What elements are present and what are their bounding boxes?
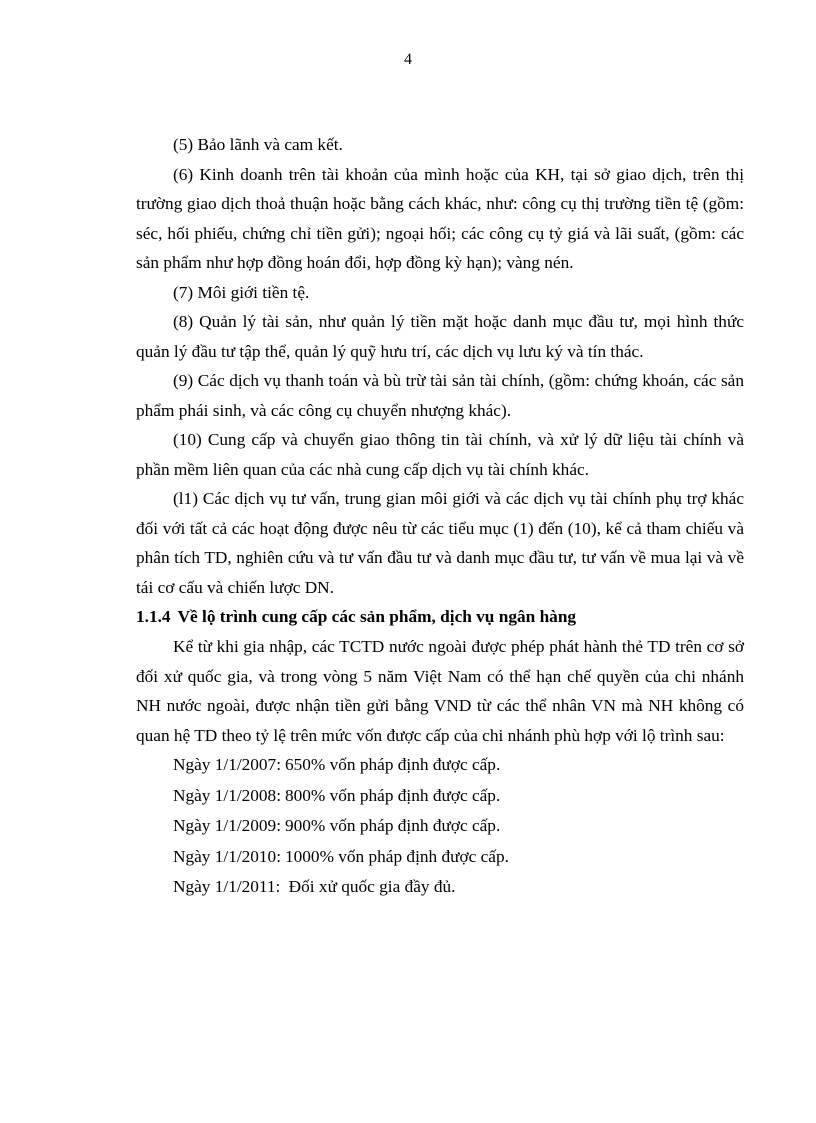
section-heading: [136, 602, 744, 632]
roadmap-text: 800% vốn pháp định được cấp.: [285, 785, 501, 805]
paragraph-item-11: (l1) Các dịch vụ tư vấn, trung gian môi giới và các dịch vụ tài chính phụ trợ khác đối với tất cả các hoạt động được nêu từ các tiểu mục (1) đến (10), kể cả tham chiếu và phân tích TD, nghiên cứu và tư vấn đầu tư và danh mục đầu tư, tư vấn về mua lại và về tái cơ cấu và chiến lược DN.: [136, 489, 744, 597]
roadmap-text: 650% vốn pháp định được cấp.: [285, 755, 501, 774]
paragraph-item-8: (8) Quản lý tài sản, như quản lý tiền mặt hoặc danh mục đầu tư, mọi hình thức quản lý đầu tư tập thể, quản lý quỹ hưu trí, các dịch vụ lưu ký và tín thác.: [136, 312, 744, 361]
document-body: [136, 130, 744, 903]
roadmap-text: 1000% vốn pháp định được cấp.: [285, 846, 509, 866]
roadmap-item: [136, 842, 744, 873]
roadmap-item: [136, 750, 744, 781]
roadmap-list: [136, 750, 744, 903]
roadmap-text: Đối xử quốc gia đầy đủ.: [284, 877, 456, 896]
paragraph-item-5: (5) Bảo lãnh và cam kết.: [173, 135, 343, 154]
section-title: Về lộ trình cung cấp các sản phẩm, dịch vụ ngân hàng: [177, 607, 577, 626]
roadmap-date: Ngày 1/1/2010:: [173, 846, 281, 866]
roadmap-item: [136, 781, 744, 812]
section-number: 1.1.4: [136, 607, 171, 626]
roadmap-date: Ngày 1/1/2011:: [173, 877, 281, 896]
paragraph-item-6: (6) Kinh doanh trên tài khoản của mình hoặc của KH, tại sở giao dịch, trên thị trường giao dịch thoả thuận hoặc bằng cách khác, như: công cụ thị trường tiền tệ (gồm: séc, hối phiếu, chứng chỉ tiền gửi); ngoại hối; các công cụ tỷ giá và lãi suất, (gồm: các sản phẩm như hợp đồng hoán đổi, hợp đồng kỳ hạn); vàng nén.: [136, 164, 744, 272]
intro-paragraph: Kể từ khi gia nhập, các TCTD nước ngoài được phép phát hành thẻ TD trên cơ sở đối xử quốc gia, và trong vòng 5 năm Việt Nam có thể hạn chế quyền của chi nhánh NH nước ngoài, được nhận tiền gửi bằng VND từ các thể nhân VN mà NH không có quan hệ TD theo tỷ lệ trên mức vốn được cấp của chi nhánh phù hợp với lộ trình sau:: [136, 637, 744, 745]
roadmap-date: Ngày 1/1/2007:: [173, 755, 281, 774]
paragraph-item-7: (7) Môi giới tiền tệ.: [173, 282, 310, 302]
page-number: 4: [404, 51, 412, 68]
paragraph-item-9: (9) Các dịch vụ thanh toán và bù trừ tài sản tài chính, (gồm: chứng khoán, các sản phẩm phái sinh, và các công cụ chuyển nhượng khác).: [136, 371, 744, 420]
paragraph-item-10: (10) Cung cấp và chuyển giao thông tin tài chính, và xử lý dữ liệu tài chính và phần mềm liên quan của các nhà cung cấp dịch vụ tài chính khác.: [136, 430, 744, 479]
roadmap-item: [136, 872, 744, 903]
roadmap-item: [136, 811, 744, 842]
roadmap-date: Ngày 1/1/2009:: [173, 816, 281, 835]
roadmap-text: 900% vốn pháp định được cấp.: [285, 816, 501, 835]
roadmap-date: Ngày 1/1/2008:: [173, 785, 281, 805]
